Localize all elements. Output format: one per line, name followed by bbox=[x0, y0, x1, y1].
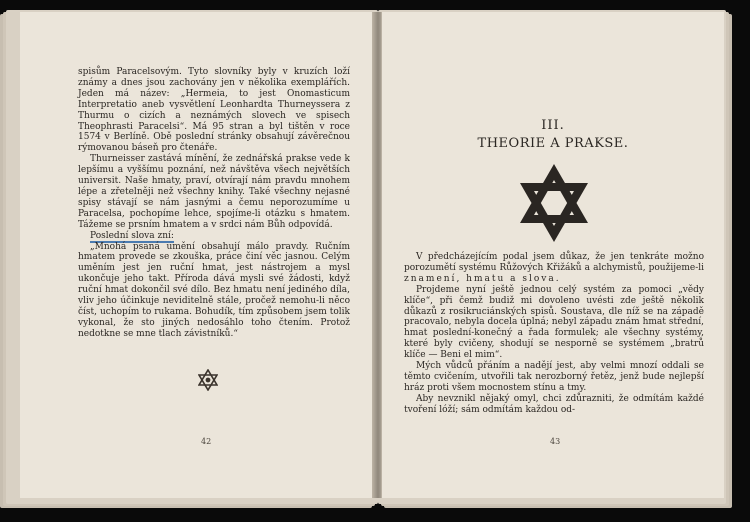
chapter-title: THEORIE A PRAKSE. bbox=[477, 136, 629, 151]
chapter-number: III. bbox=[541, 118, 565, 133]
left-page-number: 42 bbox=[201, 437, 212, 446]
left-page-text bbox=[78, 67, 350, 340]
left-quote: „Mnohá psaná umění obsahují málo pravdy. Ručním hmatem provede se zkouška, práce činí věc jasnou. Celým uměním jest jen ruční hmat, jest nástrojem a mysl ukončuje jeho takt. Příroda dává mysli své žádosti, když ruční hmat dokončil své dílo. Bez hmatu není jediného díla, vliv jeho účinkuje neviditelně stále, pročež nemohu-li něco číst, uchopím to rukama. Bohudík, tím způsobem jsem tolik vykonal, že sto jiných nedosáhlo toho čtením. Protož nedotkne se mne tlach závistníků.“ bbox=[78, 241, 350, 339]
star-of-david-icon bbox=[518, 162, 590, 244]
right-paragraph-1-lead: V předcházejícím podal jsem důkaz, že jen tenkráte možno porozumětí systému Růžových Křižáků a alchymistů, použijeme-li bbox=[404, 252, 704, 273]
right-page-number: 43 bbox=[550, 437, 561, 446]
left-paragraph-3 bbox=[78, 231, 350, 242]
left-paragraph-1: spisům Paracelsovým. Tyto slovníky byly v kruzích loží známy a dnes jsou zachovány jen v několika exemplářích. Jeden má název: „Hermeia, to jest Onomasticum Interpretatio aneb vysvětlení Leonhardta Thurneyssera z Thurmu o cizích a neznámých slovech ve spisech Theophrasti Paracelsi“. Má 95 stran a byl tištěn v roce 1574 v Berlíně. Obě poslední stránky obsahují závěrečnou rýmovanou báseň pro čtenáře. bbox=[78, 67, 350, 154]
right-page-text bbox=[404, 252, 704, 416]
right-page bbox=[381, 12, 724, 498]
right-paragraph-4: Aby nevznikl nějaký omyl, chci zdůrazniti, že odmítám každé tvoření lóží; sám odmítám každou od- bbox=[404, 393, 704, 415]
left-paragraph-2: Thurneisser zastává mínění, že zednářská prakse vede k lepšímu a vyššímu poznání, než návštěva všech největších universit. Naše hmaty, praví, otvírají nám pravdu mnohem lépe a zřetelněji než všechny knihy. Také všechny nejasné spisy stávají se nám jasnými a čemu neporozumíme u Paracelsa, pochopíme lehce, spojíme-li otázku s hmatem. Tážeme se prsním hmatem a v srdci nám Bůh odpovídá. bbox=[78, 154, 350, 230]
right-paragraph-1 bbox=[404, 252, 704, 285]
right-paragraph-3: Mých vůdců přáním a nadějí jest, aby velmi mnozí oddali se těmto cvičením, utvořili tak nerozborný řetěz, jenž bude nejlepší hráz proti všem mocnostem stínu a tmy. bbox=[404, 361, 704, 393]
right-paragraph-2: Projdeme nyní ještě jednou celý systém za pomoci „vědy klíče“, při čemž budiž mi dovoleno uvésti zde ještě několik důkazů z rosikruciánských spisů. Soustava, dle níž se na západě pracovalo, nebyla docela úplná; nebyl západu znám hmat střední, hmat poslední-konečný a řada formulek; ale všechny systémy, které byly cvičeny, shodují se nesporně se systémem „bratrů klíče — Beni el mim“. bbox=[404, 284, 704, 361]
hexagram-icon bbox=[198, 369, 218, 391]
left-page bbox=[20, 12, 377, 498]
spaced-phrase: znamení, hmatu a slova. bbox=[404, 273, 561, 284]
underlined-lead: Poslední slova zní: bbox=[90, 230, 174, 241]
